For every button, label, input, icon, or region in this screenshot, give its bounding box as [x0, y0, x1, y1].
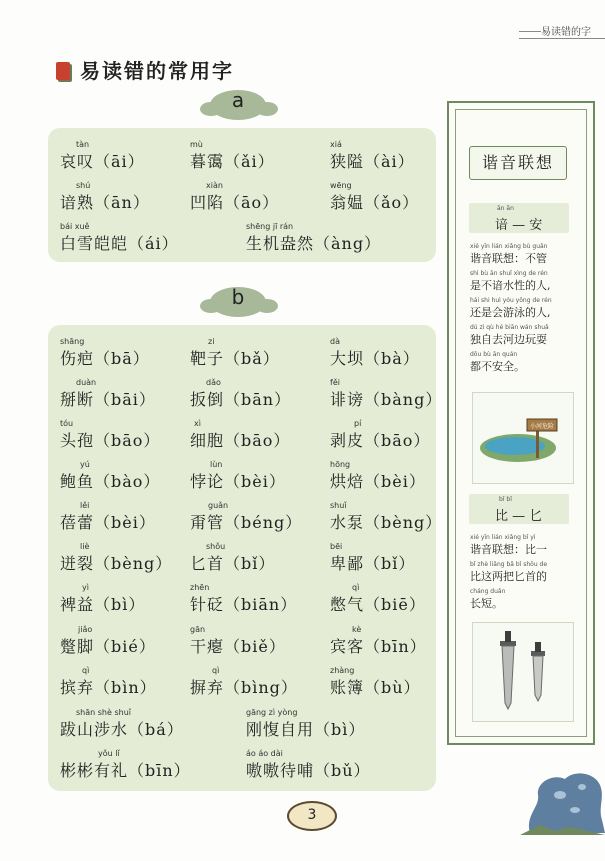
- section-b-cloud: [206, 283, 270, 317]
- rock-decoration: [520, 765, 605, 835]
- card2-title-box: bǐ bǐ 比 — 匕: [469, 494, 569, 524]
- daggers-illustration: [472, 622, 574, 722]
- page-number: 3: [287, 801, 337, 831]
- header-tab-label: 易读错的字: [541, 27, 591, 38]
- page-title: 易读错的常用字: [80, 59, 234, 83]
- card1-title: 谙 — 安: [495, 218, 543, 233]
- book-icon: [56, 62, 70, 80]
- pond-illustration: [472, 392, 574, 484]
- header-rule: [519, 38, 605, 39]
- section-b-letter: b: [231, 285, 245, 309]
- header-tab: [519, 22, 605, 38]
- card2-title: 比 — 匕: [495, 509, 543, 524]
- sign-text: 小河危险: [529, 423, 555, 430]
- section-a-cloud: [206, 86, 270, 120]
- sidebar-heading: 谐音联想: [469, 146, 567, 180]
- section-a-letter: a: [231, 88, 245, 112]
- card1-title-box: ān ān 谙 — 安: [469, 203, 569, 233]
